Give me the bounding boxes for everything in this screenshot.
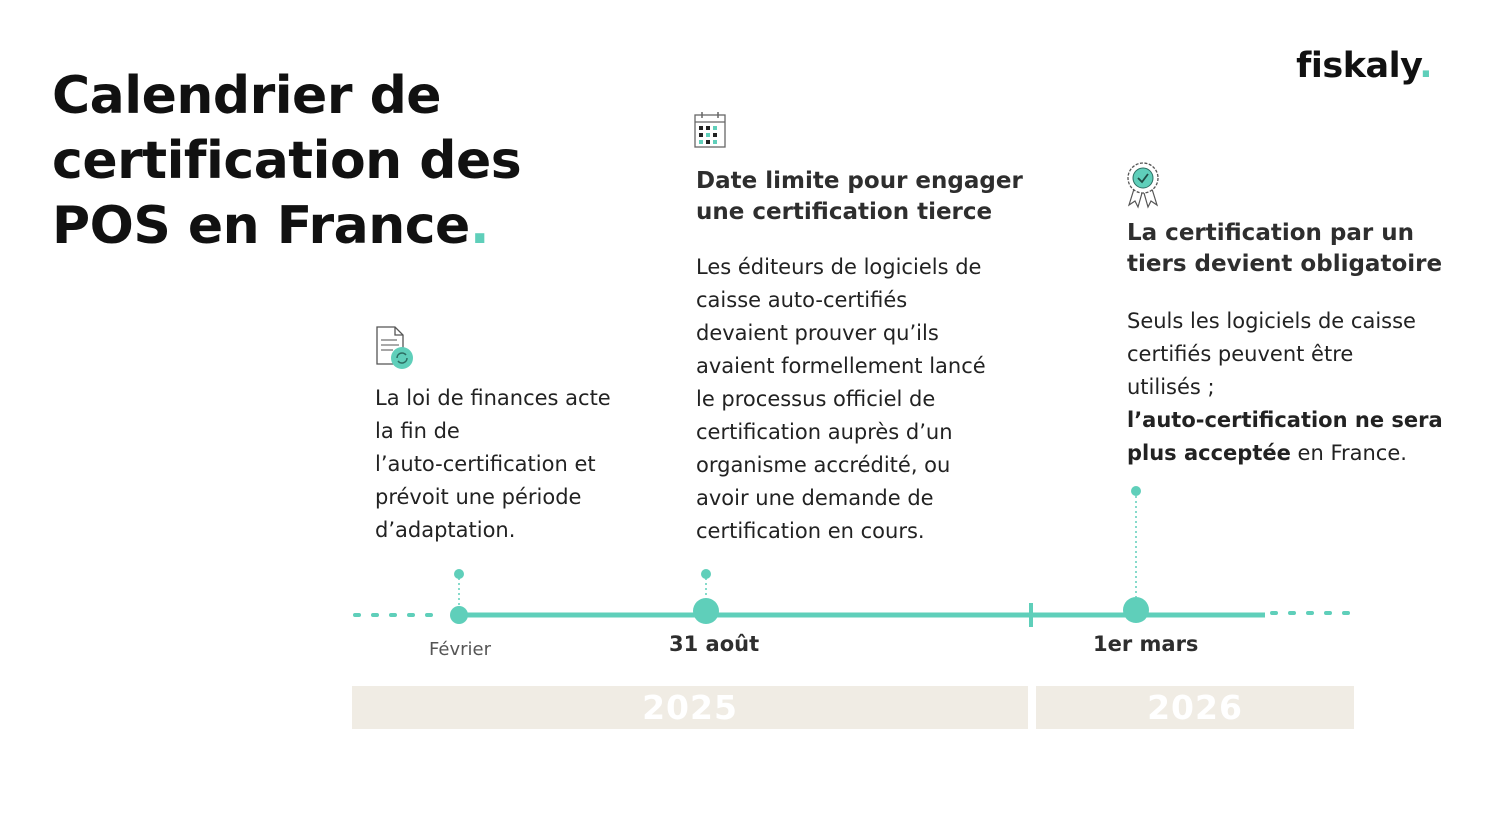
document-refresh-icon (375, 326, 415, 376)
text-line: devaient prouver qu’ils (696, 321, 939, 345)
logo-text: fiskaly (1296, 46, 1420, 86)
title-accent-dot: . (469, 196, 490, 256)
title-line-2: certification des (52, 131, 522, 191)
text-line: Seuls les logiciels de caisse (1127, 309, 1416, 333)
year-bar-2026: 2026 (1036, 686, 1354, 729)
date-fevrier: Février (429, 639, 491, 660)
calendar-icon (694, 111, 728, 153)
year-bar-2025: 2025 (352, 686, 1028, 729)
text-end: en France. (1290, 441, 1407, 465)
logo-dot: . (1419, 46, 1432, 86)
text-line: certification en cours. (696, 519, 925, 543)
text-line: caisse auto-certifiés (696, 288, 908, 312)
marker-mars (1123, 597, 1149, 623)
date-aout: 31 août (669, 632, 760, 656)
title-line-3: POS en France. (52, 196, 490, 256)
text-line: organisme accrédité, ou (696, 453, 951, 477)
text-line: Les éditeurs de logiciels de (696, 255, 982, 279)
bold-text: plus acceptée (1127, 441, 1291, 465)
heading-line: La certification par un (1127, 220, 1414, 246)
marker-top-fevrier (454, 569, 464, 579)
event-aout-heading (696, 166, 1023, 228)
heading-line: une certification tierce (696, 199, 993, 225)
event-mars-description (1127, 305, 1443, 470)
text-line: d’adaptation. (375, 518, 516, 542)
marker-top-aout (701, 569, 711, 579)
text-line: La loi de finances acte (375, 386, 611, 410)
text-line-bold (1127, 404, 1443, 437)
marker-fevrier (450, 606, 468, 624)
marker-aout (693, 598, 719, 624)
marker-top-mars (1131, 486, 1141, 496)
title-line-1: Calendrier de (52, 66, 442, 126)
event-fevrier-description (375, 382, 611, 547)
heading-line: Date limite pour engager (696, 168, 1023, 194)
text-line: utilisés ; (1127, 375, 1215, 399)
bold-text: l’auto-certification ne sera (1127, 408, 1443, 432)
event-mars-heading (1127, 218, 1442, 280)
text-line: avoir une demande de (696, 486, 934, 510)
event-aout-description (696, 251, 986, 548)
text-line-mixed (1127, 437, 1443, 470)
text-line: la fin de (375, 419, 460, 443)
text-line: certifiés peuvent être (1127, 342, 1354, 366)
award-badge-icon (1125, 161, 1161, 213)
text-line: avaient formellement lancé (696, 354, 986, 378)
text-line: prévoit une période (375, 485, 582, 509)
heading-line: tiers devient obligatoire (1127, 251, 1443, 277)
text-line: le processus officiel de (696, 387, 936, 411)
date-mars: 1er mars (1093, 632, 1199, 656)
text-line: certification auprès d’un (696, 420, 953, 444)
text-line: l’auto-certification et (375, 452, 596, 476)
